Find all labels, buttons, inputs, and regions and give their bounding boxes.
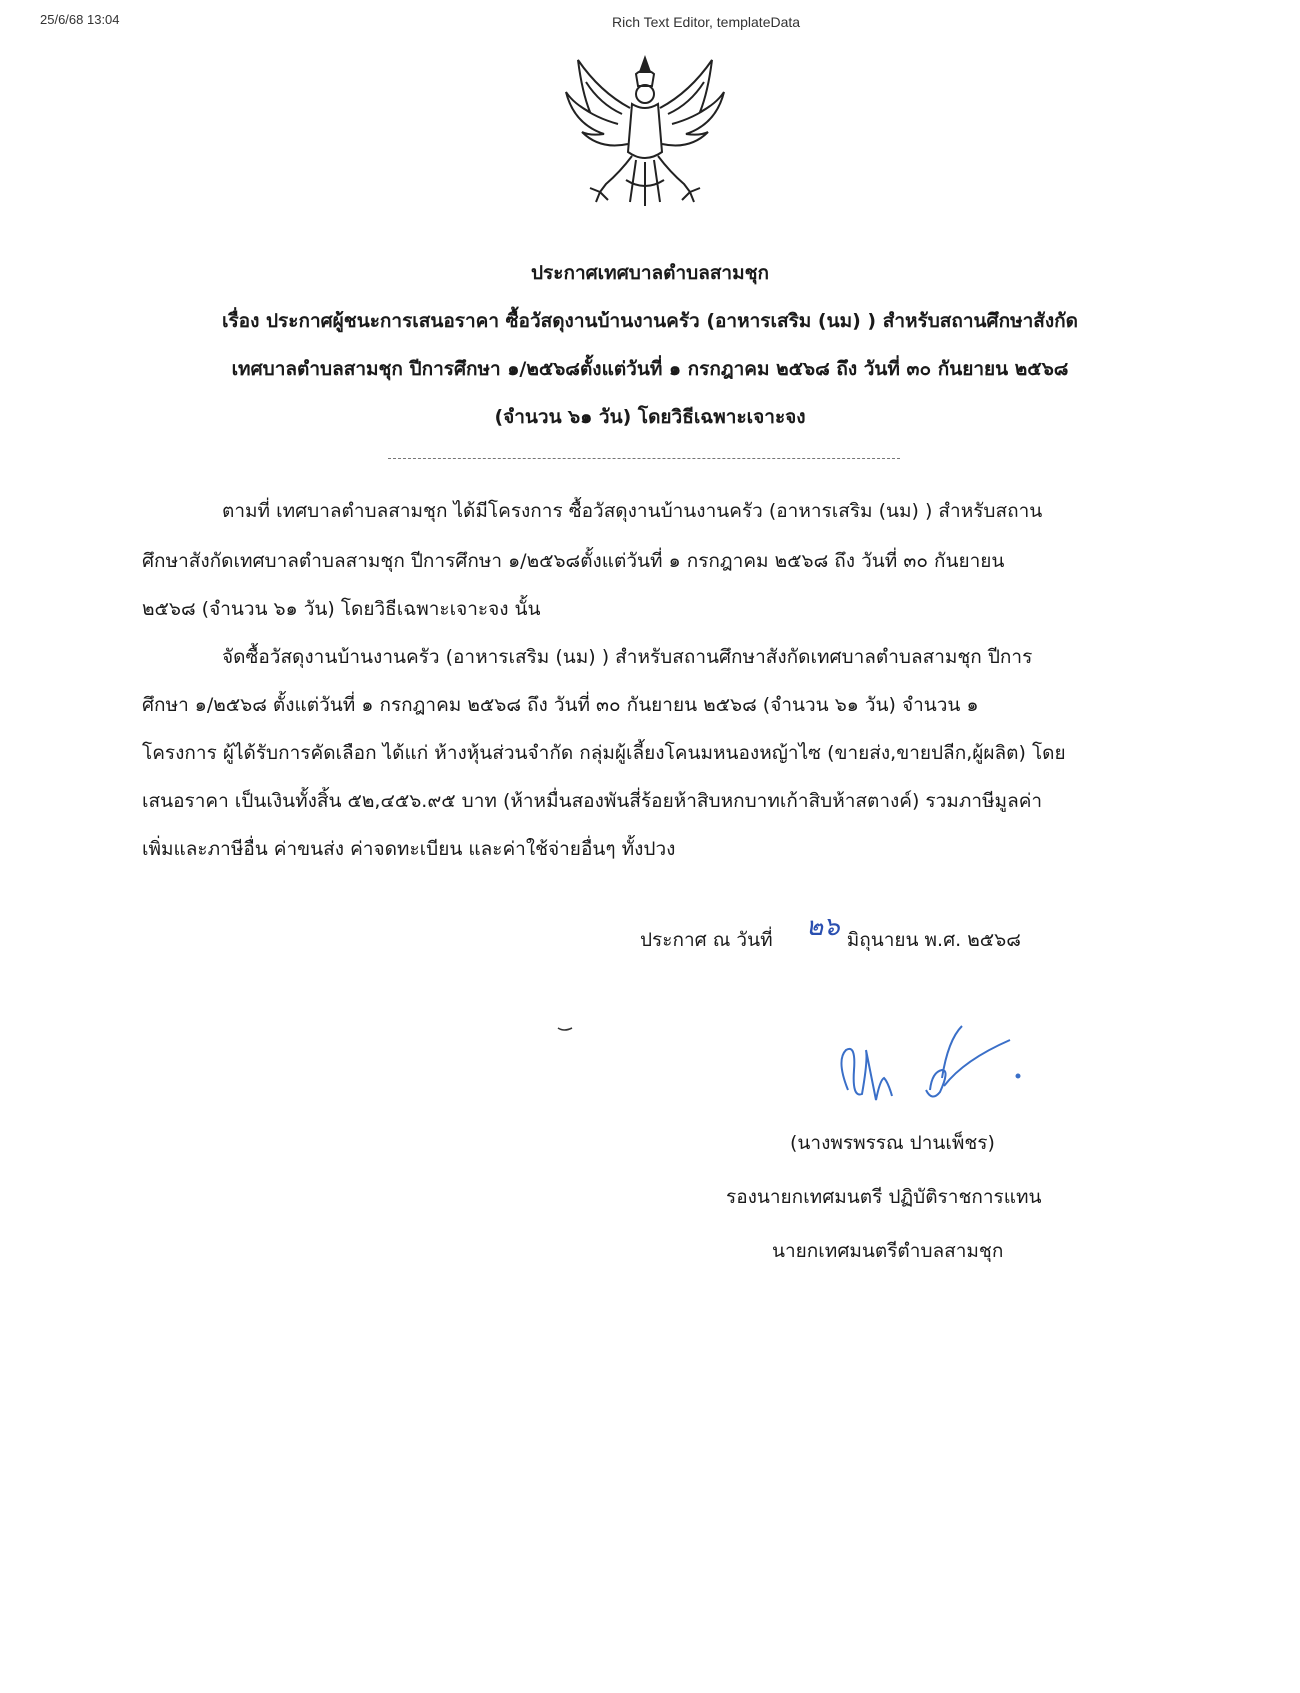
document-title: ประกาศเทศบาลตำบลสามชุก: [530, 262, 770, 284]
print-header-title: Rich Text Editor, templateData: [612, 14, 801, 30]
title-divider: [388, 458, 900, 459]
signatory-name: (นางพรพรรณ ปานเพ็ชร): [790, 1132, 995, 1154]
announce-date-suffix: มิถุนายน พ.ศ. ๒๕๖๘: [846, 929, 1021, 951]
subject-line-3: (จำนวน ๖๑ วัน) โดยวิธีเฉพาะเจาะจง: [494, 406, 806, 428]
body-paragraph-2-line-3: โครงการ ผู้ได้รับการคัดเลือก ได้แก่ ห้างหุ้นส่วนจำกัด กลุ่มผู้เลี้ยงโคนมหนองหญ้าไซ (ขายส่ง,ขายปลีก,ผู้ผลิต) โดย: [142, 742, 1066, 764]
body-paragraph-2-line-5: เพิ่มและภาษีอื่น ค่าขนส่ง ค่าจดทะเบียน และค่าใช้จ่ายอื่นๆ ทั้งปวง: [142, 838, 676, 860]
body-paragraph-2-line-2: ศึกษา ๑/๒๕๖๘ ตั้งแต่วันที่ ๑ กรกฎาคม ๒๕๖๘ ถึง วันที่ ๓๐ กันยายน ๒๕๖๘ (จำนวน ๖๑ วัน) จำนวน ๑: [142, 694, 979, 716]
body-paragraph-1-line-3: ๒๕๖๘ (จำนวน ๖๑ วัน) โดยวิธีเฉพาะเจาะจง นั้น: [142, 598, 541, 620]
announce-date-prefix: ประกาศ ณ วันที่: [640, 929, 773, 951]
signatory-position-2: นายกเทศมนตรีตำบลสามชุก: [772, 1240, 1004, 1262]
body-paragraph-2-line-4: เสนอราคา เป็นเงินทั้งสิ้น ๕๒,๔๕๖.๙๕ บาท (ห้าหมื่นสองพันสี่ร้อยห้าสิบหกบาทเก้าสิบห้าสตางค์) รวมภาษีมูลค่า: [142, 790, 1043, 812]
garuda-emblem-icon: [560, 52, 730, 212]
stray-mark: [556, 1024, 576, 1034]
subject-line-1: เรื่อง ประกาศผู้ชนะการเสนอราคา ซื้อวัสดุงานบ้านงานครัว (อาหารเสริม (นม) ) สำหรับสถานศึกษาสังกัด: [221, 310, 1079, 332]
body-paragraph-1-line-2: ศึกษาสังกัดเทศบาลตำบลสามชุก ปีการศึกษา ๑/๒๕๖๘ตั้งแต่วันที่ ๑ กรกฎาคม ๒๕๖๘ ถึง วันที่ ๓๐ กันยายน: [142, 550, 1005, 572]
signatory-position-1: รองนายกเทศมนตรี ปฏิบัติราชการแทน: [726, 1186, 1042, 1208]
signature-icon: [832, 1020, 1032, 1120]
print-timestamp: 25/6/68 13:04: [40, 12, 120, 27]
handwritten-day: ๒๖: [806, 912, 840, 942]
body-paragraph-2-line-1: จัดซื้อวัสดุงานบ้านงานครัว (อาหารเสริม (นม) ) สำหรับสถานศึกษาสังกัดเทศบาลตำบลสามชุก ปีการ: [222, 646, 1033, 668]
body-paragraph-1-line-1: ตามที่ เทศบาลตำบลสามชุก ได้มีโครงการ ซื้อวัสดุงานบ้านงานครัว (อาหารเสริม (นม) ) สำหรับสถาน: [222, 500, 1043, 522]
subject-line-2: เทศบาลตำบลสามชุก ปีการศึกษา ๑/๒๕๖๘ตั้งแต่วันที่ ๑ กรกฎาคม ๒๕๖๘ ถึง วันที่ ๓๐ กันยายน ๒๕๖๘: [231, 358, 1069, 380]
